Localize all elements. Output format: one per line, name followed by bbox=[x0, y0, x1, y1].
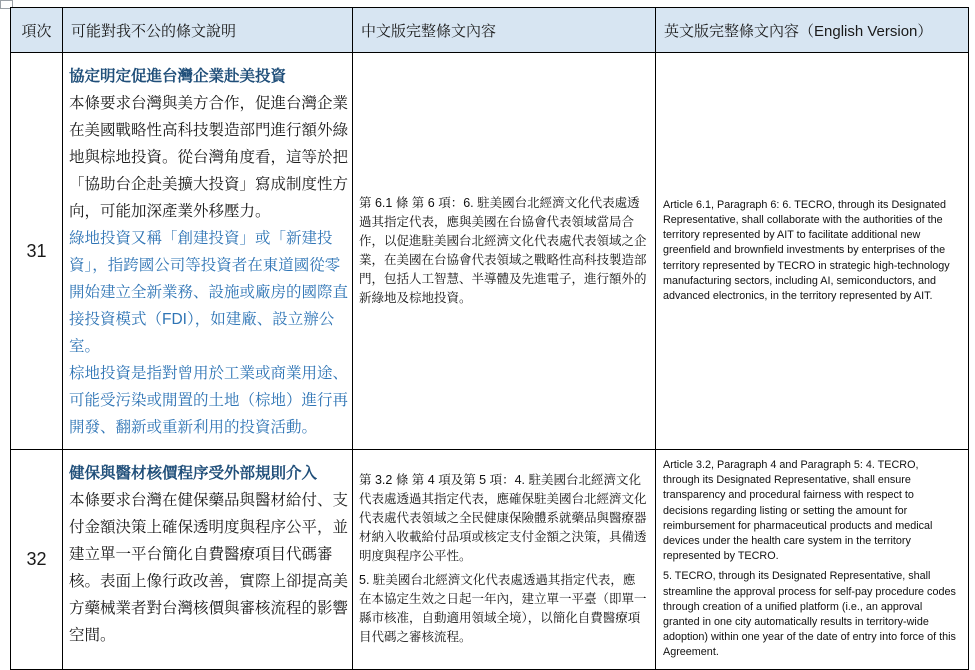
greenfield-definition-note: 綠地投資又稱「創建投資」或「新建投資」，指跨國公司等投資者在東道國從零開始建立全新業務、設施或廠房的國際直接投資模式（FDI），如建廠、設立辦公室。 bbox=[69, 230, 349, 355]
english-provision-text: Article 6.1, Paragraph 6: 6. TECRO, through its Designated Representative, shall collaborate with the authorities of the territory represented by AIT to facilitate additional new greenfield and brownfield investments by enterprises of the territory represented by TECRO in strategic high-technology manufacturing sectors, including AI, semiconductors, and advanced electronics, in the territory represented by AIT. bbox=[663, 198, 950, 302]
header-explanation: 可能對我不公的條文說明 bbox=[63, 8, 353, 53]
chinese-provision-text: 第 6.1 條 第 6 項：6. 駐美國台北經濟文化代表處透過其指定代表，應與美國在台協會代表領域當局合作，以促進駐美國台北經濟文化代表處代表領域之企業，在美國在台協會代表領域之戰略性高科技製造部門，包括人工智慧、半導體及先進電子，進行額外的新綠地及棕地投資。 bbox=[359, 196, 647, 305]
chinese-provision-text-paragraph-4: 第 3.2 條 第 4 項及第 5 項：4. 駐美國台北經濟文化代表處透過其指定代表，應確保駐美國台北經濟文化代表處代表領域之全民健康保險體系就藥品與醫療器材納入收載給付品項或核定支付金額之決策，具備透明度與程序公平性。 bbox=[359, 473, 647, 564]
english-provision-text-paragraph-5: 5. TECRO, through its Designated Representative, shall streamline the approval process for self-pay procedure codes through creation of a unified platform (i.e., an approval granted in one city automatically results in territory-wide adoption) within one year of the date of entry into force of this Agreement. bbox=[663, 570, 956, 659]
explanation-title: 協定明定促進台灣企業赴美投資 bbox=[69, 68, 287, 85]
english-provision-cell bbox=[656, 53, 969, 450]
chinese-provision-cell bbox=[353, 53, 656, 450]
header-english-version: 英文版完整條文內容（English Version） bbox=[656, 8, 969, 53]
english-provision-cell bbox=[656, 450, 969, 670]
table-row bbox=[11, 53, 969, 450]
explanation-body: 本條要求台灣在健保藥品與醫材給付、支付金額決策上確保透明度與程序公平，並建立單一平台簡化自費醫療項目代碼審核。表面上像行政改善，實際上卻提高美方藥械業者對台灣核價與審核流程的影響空間。 bbox=[69, 492, 349, 644]
chinese-provision-cell bbox=[353, 450, 656, 670]
english-provision-text-paragraph-4: Article 3.2, Paragraph 4 and Paragraph 5: 4. TECRO, through its Designated Representative, shall ensure transparency and procedural fairness with respect to decisions regarding listing or setting the amount for reimbursement for pharmaceutical products and medical devices under the health care system in the territory represented by TECRO. bbox=[663, 459, 933, 563]
chinese-provision-text-paragraph-5: 5. 駐美國台北經濟文化代表處透過其指定代表，應在本協定生效之日起一年內，建立單一平臺（即單一縣市核准，自動適用領域全境），以簡化自費醫療項目代碼之審核流程。 bbox=[359, 573, 647, 645]
table-row bbox=[11, 450, 969, 670]
explanation-cell bbox=[63, 450, 353, 670]
brownfield-definition-note: 棕地投資是指對曾用於工業或商業用途、可能受污染或閒置的土地（棕地）進行再開發、翻新或重新利用的投資活動。 bbox=[69, 365, 349, 436]
explanation-cell bbox=[63, 53, 353, 450]
provisions-comparison-table bbox=[10, 7, 969, 670]
header-chinese-version: 中文版完整條文內容 bbox=[353, 8, 656, 53]
item-number: 32 bbox=[11, 450, 63, 670]
header-item-number: 項次 bbox=[11, 8, 63, 53]
explanation-body: 本條要求台灣與美方合作，促進台灣企業在美國戰略性高科技製造部門進行額外綠地與棕地投資。從台灣角度看，這等於把「協助台企赴美擴大投資」寫成制度性方向，可能加深產業外移壓力。 bbox=[69, 95, 349, 220]
table-header-row bbox=[11, 8, 969, 53]
explanation-title: 健保與醫材核價程序受外部規則介入 bbox=[69, 465, 318, 482]
item-number: 31 bbox=[11, 53, 63, 450]
